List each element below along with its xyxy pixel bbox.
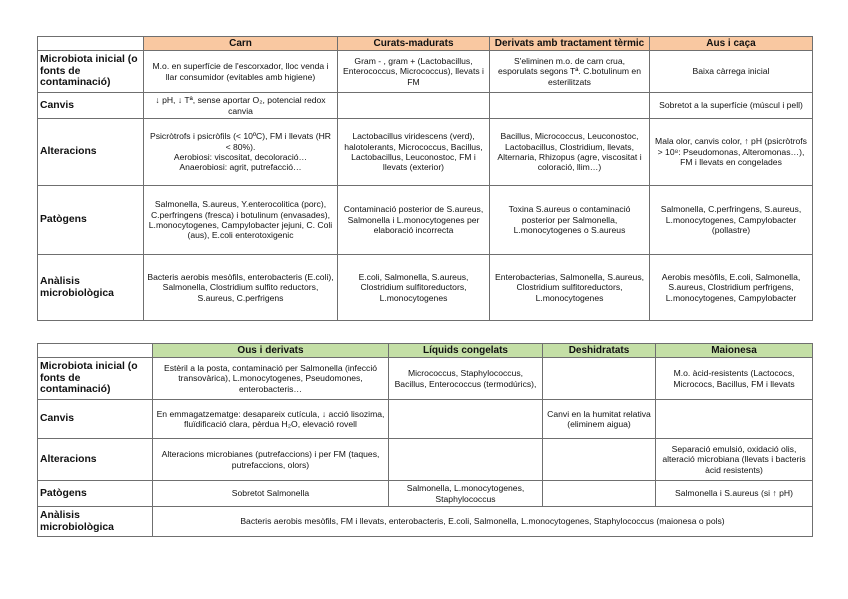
- cell-text: Contaminació posterior de S.aureus, Salmonella i L.monocytogenes per elaboració incorrecta: [343, 204, 484, 236]
- cell-text: ↓ pH, ↓ Tª, sense aportar O₂, potencial redox canvia: [155, 95, 326, 116]
- row-header: Canvis: [38, 93, 144, 119]
- cell-text: Salmonella i S.aureus (si ↑ pH): [675, 488, 793, 499]
- table-cell: [656, 481, 813, 507]
- cell-text: Salmonella, C.perfringens, S.aureus, L.monocytogenes, Campylobacter (pollastre): [660, 204, 802, 236]
- table-cell-empty: [543, 481, 656, 507]
- row-header: Patògens: [38, 186, 144, 255]
- cell-text: Anaerobiosi: agrit, putrefacció…: [179, 162, 302, 173]
- table-cell-wide: [153, 507, 813, 537]
- table-cell: [338, 119, 490, 186]
- cell-text: Sobretot Salmonella: [231, 488, 310, 499]
- table-cell: [389, 481, 543, 507]
- row-header: Anàlisis microbiològica: [38, 255, 144, 321]
- cell-text: M.o. àcid-resistents (Lactococs, Micrococs, Bacillus, FM i llevats: [673, 368, 795, 389]
- table-cell-empty: [338, 93, 490, 119]
- cell-text: E.coli, Salmonella, S.aureus, Clostridium sulfitoreductors, L.monocytogenes: [358, 271, 469, 303]
- table-cell: [153, 358, 389, 400]
- table-cell: [144, 93, 338, 119]
- column-header: Derivats amb tractament tèrmic: [490, 37, 650, 51]
- column-header: Deshidratats: [543, 344, 656, 358]
- row-header: Alteracions: [38, 119, 144, 186]
- cell-text: Micrococcus, Staphylococcus, Bacillus, Enterococcus (termodúrics),: [394, 368, 537, 389]
- table-cell: [650, 186, 813, 255]
- table-cell: [490, 119, 650, 186]
- column-header: Líquids congelats: [389, 344, 543, 358]
- row-header: Microbiota inicial (o fonts de contaminació): [38, 358, 153, 400]
- table-cell-empty: [543, 358, 656, 400]
- table-cell: [338, 186, 490, 255]
- cell-text: Sobretot a la superfície (múscul i pell): [659, 100, 803, 111]
- cell-text: Salmonella, S.aureus, Y.enterocolitica (porc), C.perfringens (fresca) i botulinum (envasades), L.monocytogenes, Campylobacter jejuni, C. Coli (aus), E.coli enterotoxigenic: [148, 199, 333, 241]
- table-cell: [650, 51, 813, 93]
- column-header: Curats-madurats: [338, 37, 490, 51]
- table-cell-empty: [656, 400, 813, 439]
- corner-cell: [38, 344, 153, 358]
- row-header: Microbiota inicial (o fonts de contaminació): [38, 51, 144, 93]
- row-header: Anàlisis microbiològica: [38, 507, 153, 537]
- cell-text: Aerobiosi: viscositat, decoloració…: [173, 152, 308, 162]
- row-header: Canvis: [38, 400, 153, 439]
- column-header: Carn: [144, 37, 338, 51]
- row-header: Alteracions: [38, 439, 153, 481]
- cell-text: Alteracions microbianes (putrefaccions) i per FM (taques, putrefaccions, olors): [161, 449, 380, 470]
- table-cell: [490, 51, 650, 93]
- corner-cell: [38, 37, 144, 51]
- table-cell: [650, 93, 813, 119]
- table-cell: [543, 400, 656, 439]
- table-cell: [338, 51, 490, 93]
- cell-text: Lactobacillus viridescens (verd), halotolerants, Micrococcus, Bacillus, Lactobacillus, Leuconostoc, FM i llevats (exterior): [344, 131, 483, 173]
- table-cell-empty: [490, 93, 650, 119]
- table-cell: [656, 358, 813, 400]
- cell-text: Toxina S.aureus o contaminació posterior per Salmonella, L.monocytogenes o S.aureus: [508, 204, 631, 236]
- table-cell: [650, 119, 813, 186]
- food-microbiology-table-meat: [37, 36, 813, 321]
- cell-text: Mala olor, canvis color, ↑ pH (psicròtrofs > 10⁸: Pseudomonas, Alteromonas…), FM i llevats en congelades: [655, 136, 807, 168]
- cell-text: Separació emulsió, oxidació olis, alteració microbiana (llevats i bacteris àcid resistents): [662, 443, 806, 475]
- cell-text: Bacillus, Micrococcus, Leuconostoc, Lactobacillus, Clostridium, llevats, Alternaria, Rhizopus (agre, viscositat i coloració, llim…): [497, 131, 642, 173]
- cell-text: Estèril a la posta, contaminació per Salmonella (infecció transovàrica), L.monocytogenes, Pseudomones, enterobacteris…: [163, 362, 378, 394]
- table-cell: [144, 255, 338, 321]
- cell-text: Aerobis mesòfils, E.coli, Salmonella, S.aureus, Clostridium perfrigens, L.monocytogenes, Campylobacter: [661, 271, 801, 303]
- table-cell: [153, 481, 389, 507]
- table-cell: [656, 439, 813, 481]
- table-cell: [153, 400, 389, 439]
- cell-text: Canvi en la humitat relativa (eliminem aigua): [547, 408, 651, 429]
- row-header: Patògens: [38, 481, 153, 507]
- cell-text: Bacteris aerobis mesòfils, FM i llevats, enterobacteris, E.coli, Salmonella, L.monocytogenes, Staphylococcus (maionesa o pols): [240, 516, 725, 527]
- cell-text: Enterobacterias, Salmonella, S.aureus, Clostridium sulfitoreductors, L.monocytogenes: [494, 271, 645, 303]
- table-cell: [490, 255, 650, 321]
- table-cell-empty: [389, 400, 543, 439]
- table-cell: [144, 51, 338, 93]
- table-cell: [490, 186, 650, 255]
- table-cell: [389, 358, 543, 400]
- cell-text: S'eliminen m.o. de carn crua, esporulats segons Tª. C.botulinum en esterilitzats: [498, 55, 641, 87]
- column-header: Ous i derivats: [153, 344, 389, 358]
- cell-text: M.o. en superfície de l'escorxador, lloc venda i llar consumidor (evitables amb higiene): [152, 61, 329, 82]
- cell-text: Baixa càrrega inicial: [692, 66, 770, 77]
- table-cell: [144, 186, 338, 255]
- table-cell: [650, 255, 813, 321]
- table-cell: [338, 255, 490, 321]
- cell-text: Bacteris aerobis mesòfils, enterobacteris (E.coli), Salmonella, Clostridium sulfito reductors, S.aureus, C.perfrigens: [147, 271, 334, 303]
- table-cell-empty: [389, 439, 543, 481]
- table-cell: [144, 119, 338, 186]
- table-cell-empty: [543, 439, 656, 481]
- cell-text: Salmonella, L.monocytogenes, Staphylococcus: [406, 483, 525, 504]
- table-cell: [153, 439, 389, 481]
- cell-text: Gram - , gram + (Lactobacillus, Enterococcus, Micrococcus), llevats i FM: [343, 55, 484, 87]
- cell-text: Psicròtrofs i psicròfils (< 10ºC), FM i llevats (HR < 80%).: [149, 131, 331, 152]
- column-header: Maionesa: [656, 344, 813, 358]
- food-microbiology-table-eggs: [37, 343, 813, 537]
- column-header: Aus i caça: [650, 37, 813, 51]
- cell-text: En emmagatzematge: desapareix cutícula, ↓ acció lisozima, fluïdificació clara, pèrdua H₂O, elevació rovell: [156, 408, 385, 429]
